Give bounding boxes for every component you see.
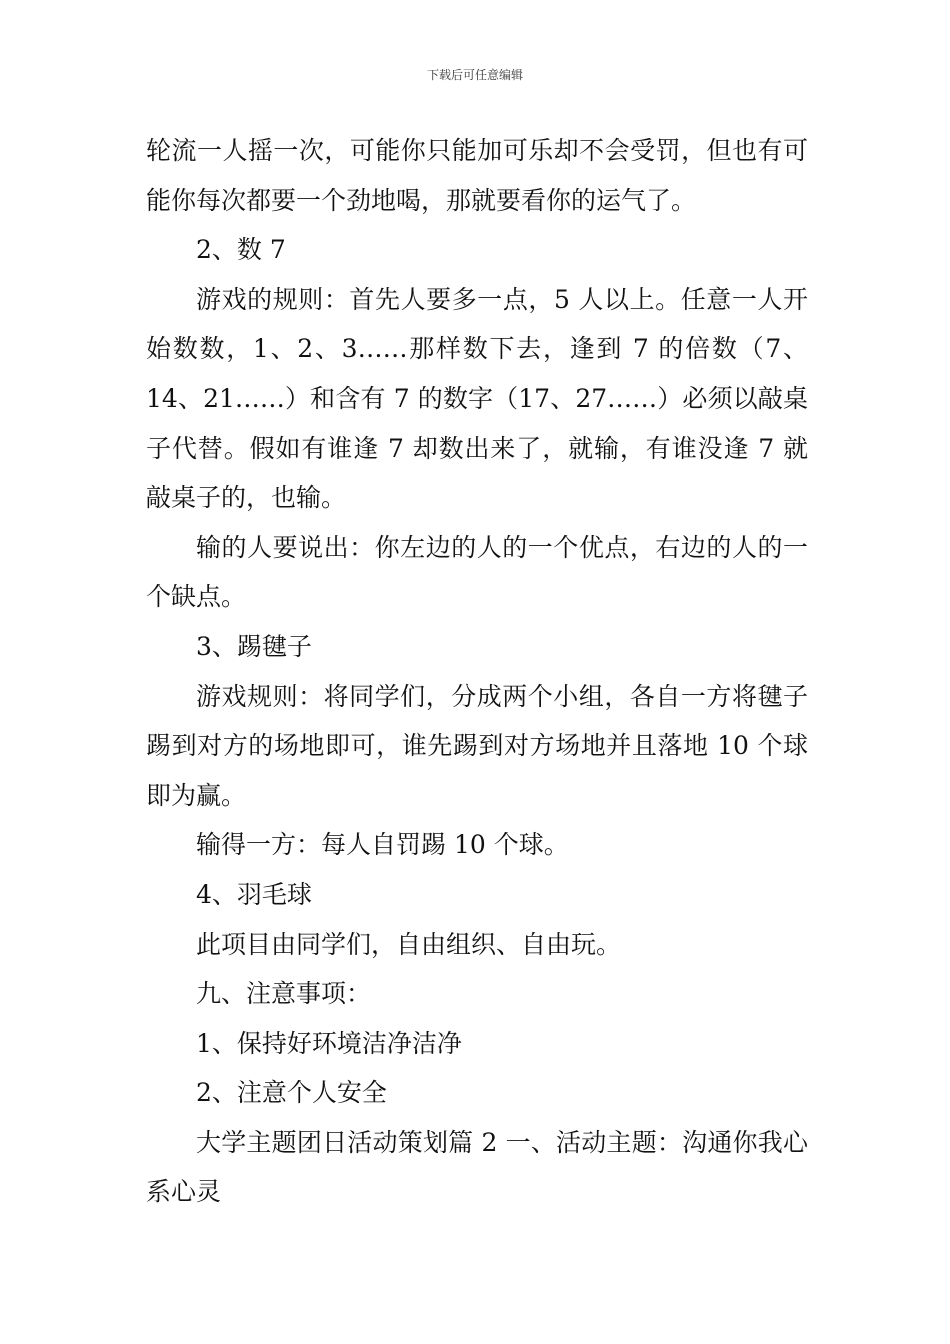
- list-item: 2、注意个人安全: [196, 1078, 387, 1108]
- document-body: [146, 126, 808, 1217]
- paragraph: 大学主题团日活动策划篇 2 一、活动主题：沟通你我心系心灵: [146, 1127, 808, 1207]
- section-heading: 2、数 7: [196, 235, 286, 265]
- paragraph: 输的人要说出：你左边的人的一个优点，右边的人的一个缺点。: [146, 532, 808, 612]
- paragraph: 轮流一人摇一次，可能你只能加可乐却不会受罚，但也有可能你每次都要一个劲地喝，那就要看你的运气了。: [146, 136, 808, 215]
- paragraph: 此项目由同学们，自由组织、自由玩。: [196, 929, 622, 959]
- list-item: 1、保持好环境洁净洁净: [196, 1028, 462, 1058]
- section-heading: 九、注意事项：: [196, 979, 372, 1009]
- paragraph: 输得一方：每人自罚踢 10 个球。: [196, 830, 569, 860]
- page-header: 下载后可任意编辑: [426, 68, 523, 82]
- section-heading: 4、羽毛球: [196, 879, 312, 909]
- paragraph: 游戏的规则：首先人要多一点，5 人以上。任意一人开始数数，1、2、3……那样数下去，逢到 7 的倍数（7、14、21……）和含有 7 的数字（17、27……）必须以敲桌子代替。假如有谁逢 7 却数出来了，就输，有谁没逢 7 就敲桌子的，也输。: [146, 284, 808, 513]
- section-heading: 3、踢毽子: [196, 631, 312, 661]
- paragraph: 游戏规则：将同学们，分成两个小组，各自一方将毽子踢到对方的场地即可，谁先踢到对方场地并且落地 10 个球即为赢。: [146, 681, 808, 810]
